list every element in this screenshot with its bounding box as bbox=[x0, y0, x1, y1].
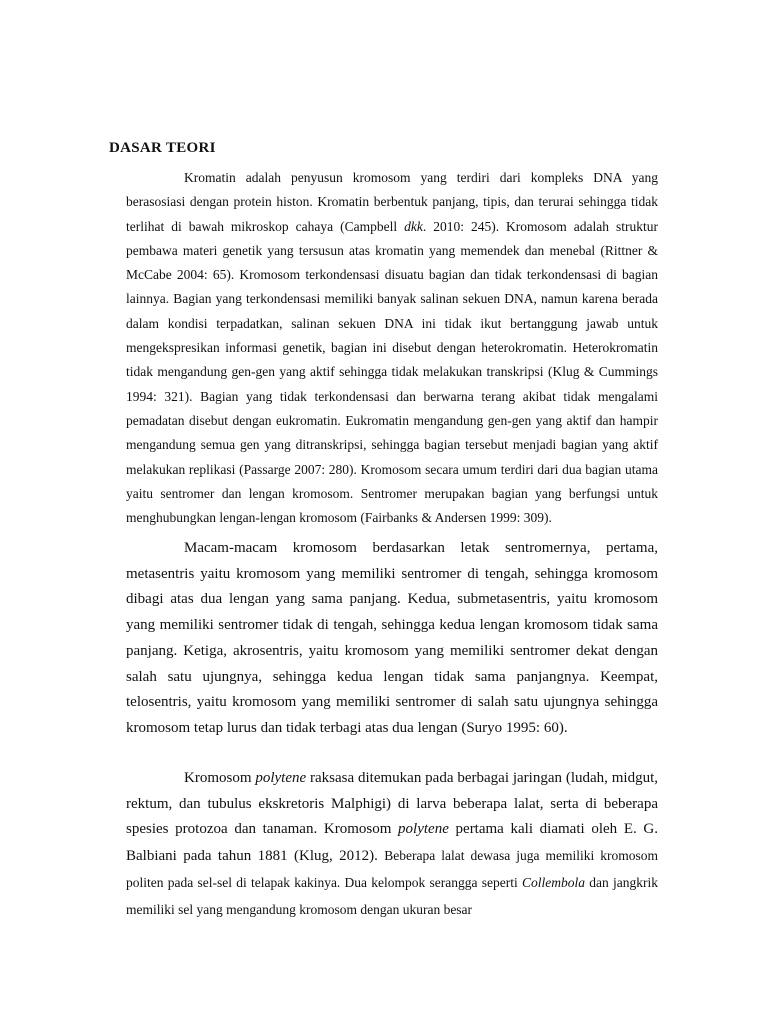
text-run: Beberapa lalat dewasa juga memiliki kromosom politen pada sel-sel di telapak kakinya. Dua kelompok serangga seperti bbox=[126, 848, 658, 890]
italic-term: Collembola bbox=[522, 874, 586, 890]
section-heading: DASAR TEORI bbox=[109, 140, 216, 156]
text-run: raksasa ditemukan pada berbagai jaringan (ludah, midgut, rektum, dan tubulus ekskretoris Malphigi) di larva beberapa lalat, serta di beberapa spesies protozoa dan tanaman. Kromosom bbox=[126, 770, 658, 838]
text-run: . 2010: 245). Kromosom adalah struktur pembawa materi genetik yang tersusun atas kromatin yang memendek dan menebal (Rittner & McCabe 2004: 65). Kromosom terkondensasi disuatu bagian dan tidak terkondensasi di bagian lainnya. Bagian yang terkondensasi memiliki banyak salinan sekuen DNA, namun karena berada dalam kondisi terpadatkan, salinan sekuen DNA ini tidak ikut bertanggung jawab untuk mengekspresikan informasi genetik, bagian ini disebut dengan heterokromatin. Heterokromatin tidak mengandung gen-gen yang aktif sehingga tidak melakukan transkripsi (Klug & Cummings 1994: 321). Bagian yang tidak terkondensasi dan berwarna terang akibat tidak mengalami pemadatan disebut dengan eukromatin. Eukromatin mengandung gen-gen yang aktif dan hampir mengandung semua gen yang ditranskripsi, sehingga bagian tersebut menjadi bagian yang aktif melakukan replikasi (Passarge 2007: 280). Kromosom secara umum terdiri dari dua bagian utama yaitu sentromer dan lengan kromosom. Sentromer merupakan bagian yang berfungsi untuk menghubungkan lengan-lengan kromosom (Fairbanks & Andersen 1999: 309). bbox=[126, 218, 658, 526]
paragraph-2 bbox=[126, 536, 658, 742]
text-run: pertama kali diamati oleh E. G. Balbiani pada tahun 1881 (Klug, 2012). bbox=[126, 821, 658, 865]
paragraph-3 bbox=[126, 766, 658, 923]
italic-term: polytene bbox=[398, 821, 449, 838]
italic-term: dkk bbox=[404, 218, 423, 234]
text-run: Kromatin adalah penyusun kromosom yang terdiri dari kompleks DNA yang berasosiasi dengan protein histon. Kromatin berbentuk panjang, tipis, dan terurai sehingga tidak terlihat di bawah mikroskop cahaya (Campbell bbox=[126, 170, 658, 234]
italic-term: polytene bbox=[255, 770, 307, 786]
text-run: Macam-macam kromosom berdasarkan letak sentromernya, pertama, metasentris yaitu kromosom yang memiliki sentromer di tengah, sehingga kromosom dibagi atas dua lengan yang sama panjang. Kedua, submetasentris, yaitu kromosom yang memiliki sentromer tidak di tengah, sehingga kedua lengan kromosom tidak sama panjang. Ketiga, akrosentris, yaitu kromosom yang memiliki sentromer dekat dengan salah satu ujungnya, sehingga kedua lengan tidak sama panjangnya. Keempat, telosentris, yaitu kromosom yang memiliki sentromer di salah satu ujungnya sehingga kromosom tetap lurus dan tidak terbagi atas dua lengan (Suryo 1995: 60). bbox=[126, 540, 658, 736]
text-run: Kromosom bbox=[184, 770, 256, 786]
text-run: dan jangkrik memiliki sel yang mengandung kromosom dengan ukuran besar bbox=[126, 874, 658, 917]
paragraph-1 bbox=[126, 166, 658, 530]
